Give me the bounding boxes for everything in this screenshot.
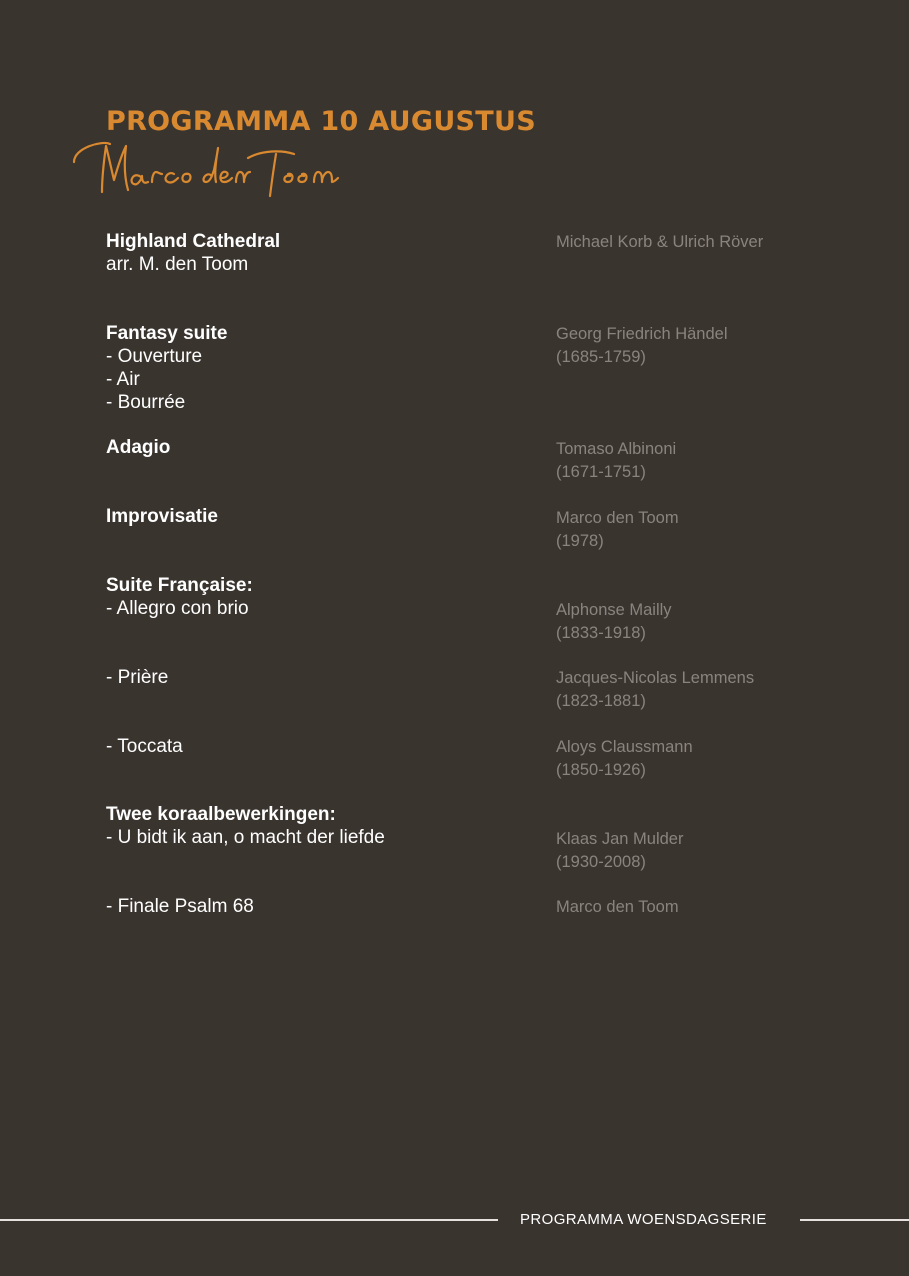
piece-line: - Air [106, 369, 140, 390]
composer-name: Alphonse Mailly [556, 601, 672, 619]
composer-years: (1823-1881) [556, 692, 646, 710]
piece-title: Suite Française: [106, 575, 253, 596]
program-item [106, 895, 826, 918]
composer-name: Michael Korb & Ulrich Röver [556, 233, 764, 251]
piece-line: - Bourrée [106, 392, 186, 413]
piece-line: - Ouverture [106, 346, 203, 367]
piece-line: - Allegro con brio [106, 598, 249, 619]
piece-title: Twee koraalbewerkingen: [106, 804, 336, 825]
composer-years: (1850-1926) [556, 761, 646, 779]
signature-logo [72, 136, 342, 202]
composer-years: (1833-1918) [556, 624, 646, 642]
composer-name: Marco den Toom [556, 898, 679, 916]
piece-line: - Toccata [106, 736, 183, 757]
piece-title: Highland Cathedral [106, 231, 281, 252]
composer-years: (1930-2008) [556, 853, 646, 871]
piece-title: Adagio [106, 437, 171, 458]
composer-years: (1671-1751) [556, 463, 646, 481]
piece-line: - Prière [106, 667, 169, 688]
composer-name: Jacques-Nicolas Lemmens [556, 669, 755, 687]
program-item [106, 230, 826, 276]
composer-name: Georg Friedrich Händel [556, 325, 728, 343]
program-item [106, 436, 826, 481]
program-item [106, 803, 826, 871]
piece-line: arr. M. den Toom [106, 254, 249, 275]
piece-line: - U bidt ik aan, o macht der liefde [106, 827, 385, 848]
footer-divider-left [0, 1219, 498, 1221]
composer-name: Aloys Claussmann [556, 738, 693, 756]
composer-years: (1978) [556, 532, 604, 550]
program-item [106, 505, 826, 550]
piece-line: - Finale Psalm 68 [106, 896, 254, 917]
composer-name: Tomaso Albinoni [556, 440, 677, 458]
page-title: PROGRAMMA 10 AUGUSTUS [106, 106, 536, 137]
program-item [106, 574, 826, 642]
piece-title: Fantasy suite [106, 323, 228, 344]
footer-label: PROGRAMMA WOENSDAGSERIE [520, 1211, 767, 1228]
program-item [106, 322, 826, 414]
program-item [106, 666, 826, 710]
composer-name: Klaas Jan Mulder [556, 830, 684, 848]
piece-title: Improvisatie [106, 506, 218, 527]
composer-name: Marco den Toom [556, 509, 679, 527]
footer-divider-right [800, 1219, 909, 1221]
composer-years: (1685-1759) [556, 348, 646, 366]
program-item [106, 735, 826, 779]
